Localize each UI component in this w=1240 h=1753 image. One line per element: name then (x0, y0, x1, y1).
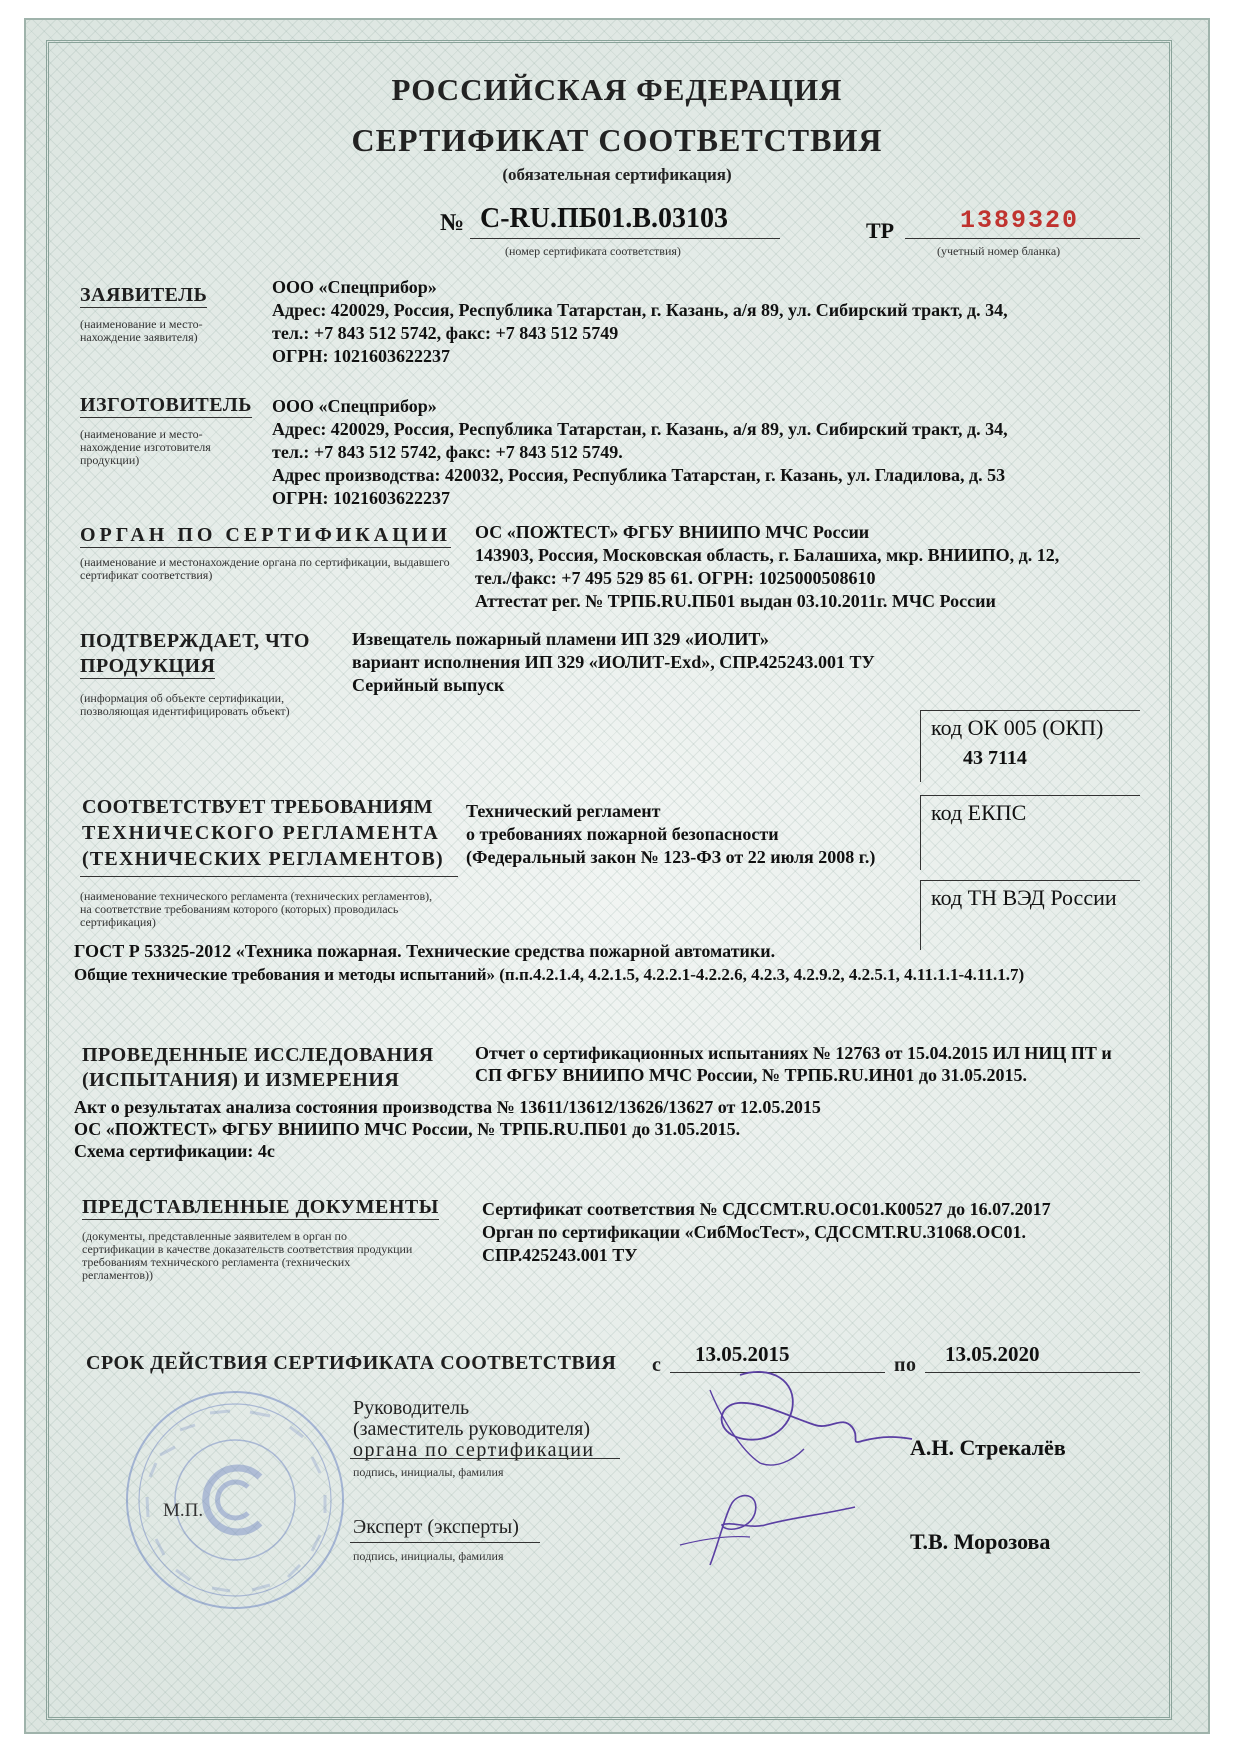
tr-label: ТР (866, 218, 895, 243)
regulation-line-3: (Федеральный закон № 123-ФЗ от 22 июля 2008 г.) (466, 847, 876, 867)
regulation-line-1: Технический регламент (466, 801, 661, 821)
head-title (353, 1398, 595, 1461)
expert-signature (670, 1485, 870, 1575)
document-line-3: СПР.425243.001 ТУ (482, 1245, 638, 1265)
manufacturer-name: ООО «Спецприбор» (272, 396, 437, 416)
cert-body-heading: ОРГАН ПО СЕРТИФИКАЦИИ (80, 524, 451, 546)
tests-report-line-1: Отчет о сертификационных испытаниях № 12763 от 15.04.2015 ИЛ НИЦ ПТ и (475, 1043, 1112, 1063)
head-signature-line (350, 1458, 620, 1459)
document-line-2: Орган по сертификации «СибМосТест», СДССМТ.RU.31068.ОС01. (482, 1222, 1027, 1242)
regulation-caption: (наименование технического регламента (технических регламентов), на соответствие требованиям которого (которых) проводилась сертификация) (80, 889, 433, 929)
tests-analysis-line-2: ОС «ПОЖТЕСТ» ФГБУ ВНИИПО МЧС России, № ТРПБ.RU.ПБ01 до 31.05.2015. (74, 1119, 741, 1139)
applicant-caption: (наименование и место-нахождение заявителя) (80, 317, 203, 344)
manufacturer-caption: (наименование и место-нахождение изготовителя продукции) (80, 427, 211, 467)
validity-from-date: 13.05.2015 (695, 1342, 790, 1366)
certificate-number: С-RU.ПБ01.В.03103 (480, 203, 728, 234)
applicant-ogrn: ОГРН: 1021603622237 (272, 346, 450, 366)
okp-code-value: 43 7114 (963, 747, 1027, 769)
tests-report-line-2: СП ФГБУ ВНИИПО МЧС России, № ТРПБ.RU.ИН01 до 31.05.2015. (475, 1065, 1027, 1085)
manufacturer-address: Адрес: 420029, Россия, Республика Татарстан, г. Казань, а/я 89, ул. Сибирский тракт, д. 34, (272, 419, 1008, 439)
head-title-line-1: Руководитель (353, 1397, 470, 1419)
manufacturer-production-address: Адрес производства: 420032, Россия, Республика Татарстан, г. Казань, ул. Гладилова, д. 53 (272, 465, 1006, 485)
ekps-code-box (920, 795, 1140, 870)
product-details (352, 628, 992, 697)
applicant-address: Адрес: 420029, Россия, Республика Татарстан, г. Казань, а/я 89, ул. Сибирский тракт, д. 34, (272, 300, 1008, 320)
regulation-details (466, 800, 916, 869)
gost-line-2: Общие технические требования и методы испытаний» (п.п.4.2.1.4, 4.2.1.5, 4.2.2.1-4.2.2.6, 4.2.3, 4.2.9.2, 4.2.5.1, 4.11.1.1-4.11.1.7) (74, 965, 1025, 984)
head-name: А.Н. Стрекалёв (910, 1435, 1066, 1460)
seal-stamp (120, 1385, 350, 1615)
cert-body-details (475, 521, 1175, 613)
product-heading-1: ПОДТВЕРЖДАЕТ, ЧТО (80, 630, 310, 652)
validity-from-label: с (652, 1354, 662, 1376)
gost-line-1: ГОСТ Р 53325-2012 «Техника пожарная. Технические средства пожарной автоматики. (74, 941, 776, 961)
expert-title: Эксперт (эксперты) (353, 1516, 519, 1538)
tnved-code-label: код ТН ВЭД России (931, 885, 1117, 910)
head-title-line-3: органа по сертификации (353, 1439, 595, 1461)
documents-caption: (документы, представленные заявителем в орган по сертификации в качестве доказательств соответствия продукции требованиям технического регламента (технических регламентов)) (82, 1229, 413, 1282)
cert-body-address: 143903, Россия, Московская область, г. Балашиха, мкр. ВНИИПО, д. 12, (475, 545, 1060, 565)
okp-code-label: код ОК 005 (ОКП) (931, 715, 1104, 740)
manufacturer-heading: ИЗГОТОВИТЕЛЬ (80, 394, 252, 416)
cert-body-name: ОС «ПОЖТЕСТ» ФГБУ ВНИИПО МЧС России (475, 522, 870, 542)
manufacturer-ogrn: ОГРН: 1021603622237 (272, 488, 450, 508)
certification-type: (обязательная сертификация) (502, 165, 732, 184)
regulation-heading-1: СООТВЕТСТВУЕТ ТРЕБОВАНИЯМ (82, 796, 433, 818)
validity-label: СРОК ДЕЙСТВИЯ СЕРТИФИКАТА СООТВЕТСТВИЯ (86, 1352, 617, 1374)
tnved-code-box (920, 880, 1140, 950)
okp-code-box (920, 710, 1140, 782)
regulation-heading-3: (ТЕХНИЧЕСКИХ РЕГЛАМЕНТОВ) (82, 848, 444, 870)
product-heading-2: ПРОДУКЦИЯ (80, 655, 216, 677)
number-prefix: № (440, 210, 465, 236)
expert-name: Т.В. Морозова (910, 1529, 1051, 1554)
regulation-heading-2: ТЕХНИЧЕСКОГО РЕГЛАМЕНТА (82, 822, 440, 844)
validity-to-label: по (894, 1354, 917, 1376)
regulation-underline (80, 876, 458, 877)
manufacturer-phone: тел.: +7 843 512 5742, факс: +7 843 512 5749. (272, 442, 623, 462)
blank-number: 1389320 (960, 206, 1080, 235)
number-caption: (номер сертификата соответствия) (505, 244, 681, 258)
product-name: Извещатель пожарный пламени ИП 329 «ИОЛИТ» (352, 629, 769, 649)
blank-caption: (учетный номер бланка) (937, 244, 1061, 258)
ekps-code-label: код ЕКПС (931, 800, 1027, 825)
documents-heading: ПРЕДСТАВЛЕННЫЕ ДОКУМЕНТЫ (82, 1196, 439, 1218)
manufacturer-details (272, 395, 1172, 510)
validity-to-underline (925, 1372, 1140, 1373)
document-line-1: Сертификат соответствия № СДССМТ.RU.ОС01.К00527 до 16.07.2017 (482, 1199, 1051, 1219)
validity-to-date: 13.05.2020 (945, 1342, 1040, 1366)
cert-body-accreditation: Аттестат рег. № ТРПБ.RU.ПБ01 выдан 03.10.2011г. МЧС России (475, 591, 996, 611)
tests-analysis-line-1: Акт о результатах анализа состояния производства № 13611/13612/13626/13627 от 12.05.2015 (74, 1097, 821, 1117)
product-production-type: Серийный выпуск (352, 675, 505, 695)
applicant-heading: ЗАЯВИТЕЛЬ (80, 284, 208, 306)
expert-signature-caption: подпись, инициалы, фамилия (353, 1549, 504, 1563)
applicant-details (272, 276, 1172, 368)
head-title-line-2: (заместитель руководителя) (353, 1418, 591, 1440)
cert-body-phone: тел./факс: +7 495 529 85 61. ОГРН: 1025000508610 (475, 568, 876, 588)
applicant-name: ООО «Спецприбор» (272, 277, 437, 297)
number-underline (470, 238, 780, 239)
stamp-label: М.П. (163, 1500, 204, 1521)
subtitle: СЕРТИФИКАТ СООТВЕТСТВИЯ (351, 122, 883, 158)
head-signature-caption: подпись, инициалы, фамилия (353, 1465, 504, 1479)
product-caption: (информация об объекте сертификации, позволяющая идентифицировать объект) (80, 691, 290, 718)
cert-body-caption: (наименование и местонахождение органа по сертификации, выдавшего сертификат соответствия) (80, 555, 450, 582)
certification-scheme: Схема сертификации: 4с (74, 1141, 275, 1161)
tests-heading-1: ПРОВЕДЕННЫЕ ИССЛЕДОВАНИЯ (82, 1044, 434, 1066)
title: РОССИЙСКАЯ ФЕДЕРАЦИЯ (391, 72, 843, 107)
documents-details (482, 1198, 1142, 1267)
regulation-line-2: о требованиях пожарной безопасности (466, 824, 779, 844)
blank-underline (905, 238, 1140, 239)
expert-signature-line (350, 1542, 540, 1543)
head-signature (680, 1365, 920, 1470)
applicant-phone: тел.: +7 843 512 5742, факс: +7 843 512 5749 (272, 323, 619, 343)
product-variant: вариант исполнения ИП 329 «ИОЛИТ-Exd», СПР.425243.001 ТУ (352, 652, 875, 672)
tests-heading-2: (ИСПЫТАНИЯ) И ИЗМЕРЕНИЯ (82, 1069, 400, 1091)
